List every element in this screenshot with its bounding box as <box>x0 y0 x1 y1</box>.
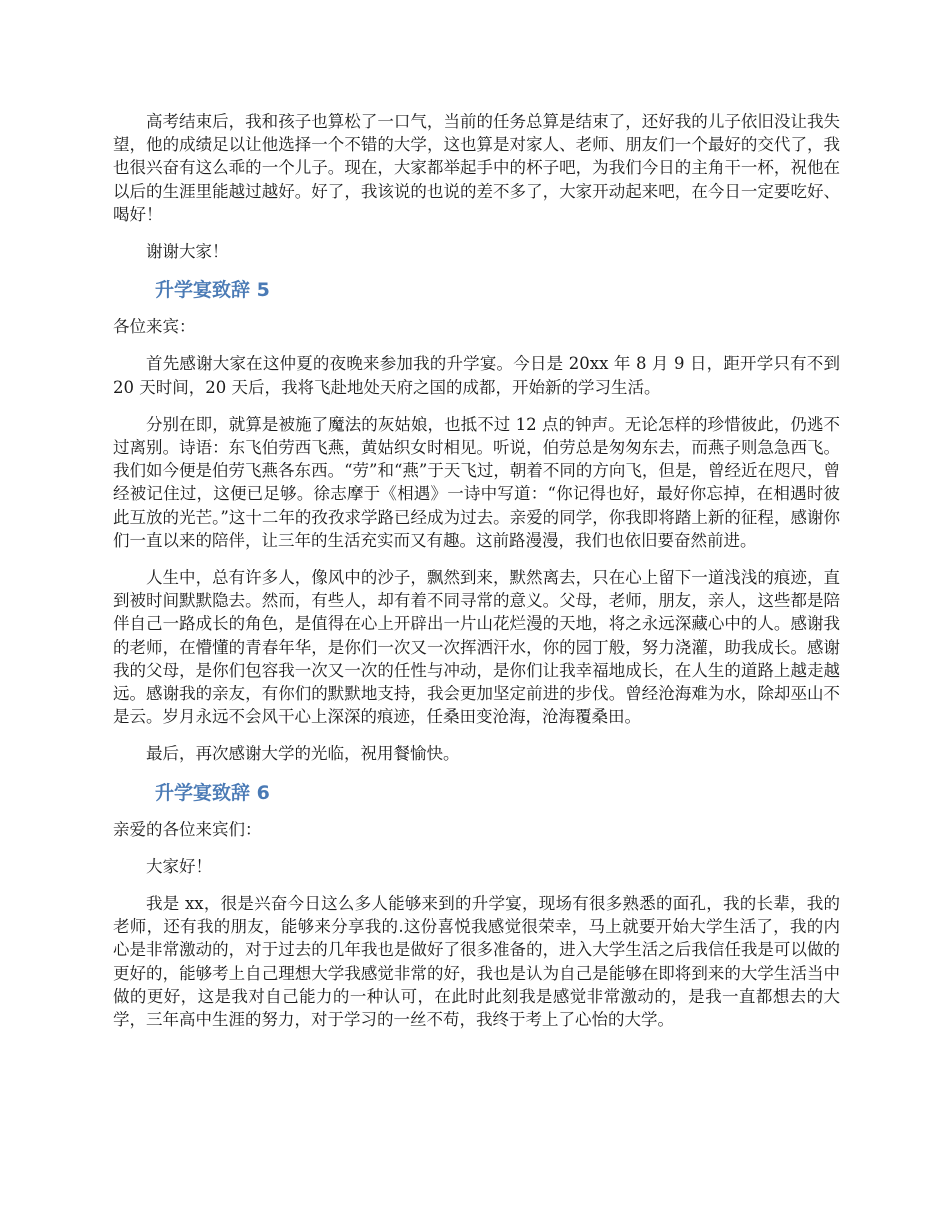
body-paragraph: 人生中，总有许多人，像风中的沙子，飘然到来，默然离去，只在心上留下一道浅浅的痕迹，直到被时间默默隐去。然而，有些人，却有着不同寻常的意义。父母，老师，朋友，亲人，这些都是陪伴自己一路成长的角色，是值得在心上开辟出一片山花烂漫的天地，将之永远深藏心中的人。感谢我的老师，在懵懂的青春年华，是你们一次又一次挥洒汗水，你的园丁般，努力浇灌，助我成长。感谢我的父母，是你们包容我一次又一次的任性与冲动，是你们让我幸福地成长，在人生的道路上越走越远。感谢我的亲友，有你们的默默地支持，我会更加坚定前进的步伐。曾经沧海难为水，除却巫山不是云。岁月永远不会风干心上深深的痕迹，任桑田变沧海，沧海覆桑田。 <box>113 568 840 727</box>
section-heading-6: 升学宴致辞 6 <box>155 781 270 804</box>
thanks-line: 谢谢大家！ <box>146 242 229 262</box>
section-heading-5: 升学宴致辞 5 <box>155 279 270 302</box>
closing-line: 最后，再次感谢大学的光临，祝用餐愉快。 <box>146 744 460 764</box>
body-paragraph: 首先感谢大家在这仲夏的夜晚来参加我的升学宴。今日是 20xx 年 8 月 9 日，距开学只有不到 20 天时间，20 天后，我将飞赴地处天府之国的成都，开始新的学习生活。 <box>113 354 840 397</box>
greeting-line: 各位来宾： <box>113 317 196 337</box>
document-page <box>113 110 840 1045</box>
body-paragraph: 分别在即，就算是被施了魔法的灰姑娘，也抵不过 12 点的钟声。无论怎样的珍惜彼此，仍逃不过离别。诗语：东飞伯劳西飞燕，黄姑织女时相见。听说，伯劳总是匆匆东去，而燕子则急急西飞。我们如今便是伯劳飞燕各东西。“劳”和“燕”于天飞过，朝着不同的方向飞，但是，曾经近在咫尺，曾经被记住过，这便已足够。徐志摩于《相遇》一诗中写道：“你记得也好，最好你忘掉，在相遇时彼此互放的光芒。”这十二年的孜孜求学路已经成为过去。亲爱的同学，你我即将踏上新的征程，感谢你们一直以来的陪伴，让三年的生活充实而又有趣。这前路漫漫，我们也依旧要奋然前进。 <box>113 414 840 550</box>
hello-line: 大家好！ <box>146 856 212 876</box>
body-paragraph: 高考结束后，我和孩子也算松了一口气，当前的任务总算是结束了，还好我的儿子依旧没让我失望，他的成绩足以让他选择一个不错的大学，这也算是对家人、老师、朋友们一个最好的交代了，我也很兴奋有这么乖的一个儿子。现在，大家都举起手中的杯子吧，为我们今日的主角干一杯，祝他在以后的生涯里能越过越好。好了，我该说的也说的差不多了，大家开动起来吧，在今日一定要吃好、喝好！ <box>113 112 840 224</box>
greeting-line: 亲爱的各位来宾们： <box>113 819 262 839</box>
body-paragraph: 我是 xx，很是兴奋今日这么多人能够来到的升学宴，现场有很多熟悉的面孔，我的长辈，我的老师，还有我的朋友，能够来分享我的.这份喜悦我感觉很荣幸，马上就要开始大学生活了，我的内心是非常激动的，对于过去的几年我也是做好了很多准备的，进入大学生活之后我信任我是可以做的更好的，能够考上自己理想大学我感觉非常的好，我也是认为自己是能够在即将到来的大学生活当中做的更好，这是我对自己能力的一种认可，在此时此刻我是感觉非常激动的，是我一直都想去的大学，三年高中生涯的努力，对于学习的一丝不苟，我终于考上了心怡的大学。 <box>113 894 840 1030</box>
